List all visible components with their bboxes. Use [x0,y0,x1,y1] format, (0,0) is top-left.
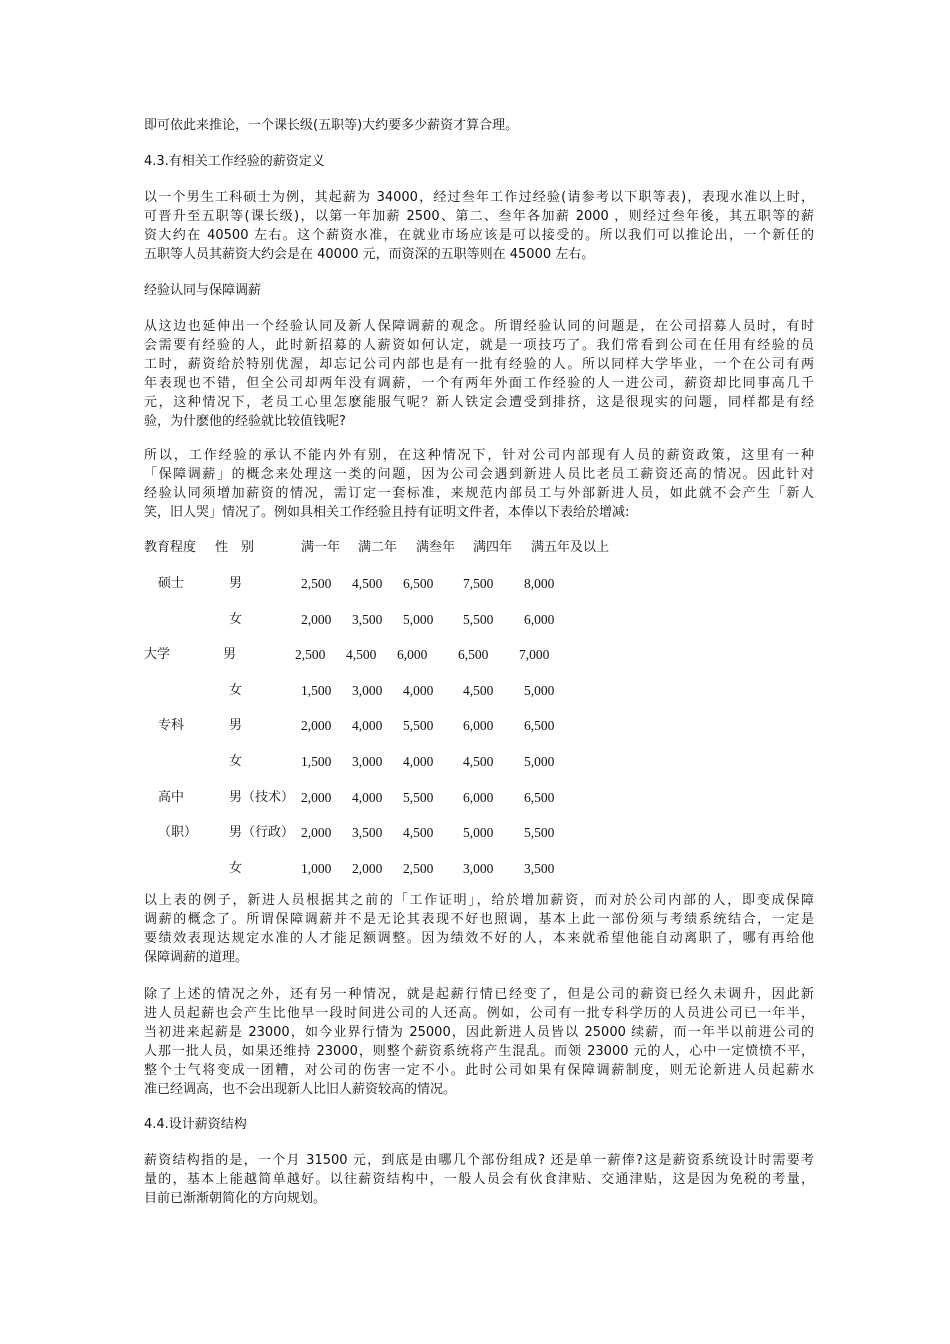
table-cell-amount: 5,500 [524,825,555,840]
table-header-year-1: 满一年 [301,540,341,555]
table-cell-gender: 男 [229,576,243,591]
table-cell-education: 大学 [144,647,171,662]
table-cell-amount: 2,000 [301,790,332,805]
paragraph-line: 经验认同须增加薪资的情况，需订定一套标准，来规范内部员工与外部新进人员，如此就不会产生「新人 [144,486,814,501]
paragraph-line: 进人员起薪也会产生比他早一段时间进公司的人还高。例如，公司有一批专科学历的人员进公司已一年半， [144,1006,814,1021]
paragraph-line: 验，为什麽他的经验就比较值钱呢? [144,414,346,429]
paragraph-line: 保障调薪的道理。 [144,950,249,965]
table-cell-amount: 4,000 [352,718,383,733]
table-cell-amount: 4,500 [463,683,494,698]
table-cell-amount: 4,500 [352,576,383,591]
table-cell-amount: 4,500 [346,647,377,662]
table-cell-amount: 3,500 [524,861,555,876]
paragraph-line: 目前已渐渐朝简化的方向规划。 [144,1191,327,1206]
table-cell-amount: 2,000 [352,861,383,876]
table-cell-education: 高中 [158,790,185,805]
table-cell-gender: 男 [229,718,243,733]
table-cell-amount: 5,500 [463,612,494,627]
section-4-4-heading: 4.4.设计薪资结构 [144,1117,247,1132]
table-cell-amount: 6,500 [524,790,555,805]
paragraph-line: 资大约在 40500 左右。这个薪资水准，在就业市场应该是可以接受的。所以我们可以推论出，一个新任的 [144,228,814,243]
paragraph-line: 笑，旧人哭」情况了。例如具相关工作经验且持有证明文件者，本俸以下表给於增减: [144,505,630,520]
table-cell-amount: 6,000 [397,647,428,662]
paragraph-line: 工时，薪资给於特别优渥，却忘记公司内部也是有一批有经验的人。所以同样大学毕业，一个在公司有两 [144,357,814,372]
table-header-gender: 性 别 [215,540,255,555]
table-cell-amount: 4,000 [403,754,434,769]
table-cell-gender: 男 [223,647,237,662]
table-cell-amount: 5,500 [403,790,434,805]
intro-line: 即可依此来推论，一个课长级(五职等)大约要多少薪资才算合理。 [144,118,519,133]
paragraph-line: 年表现也不错，但全公司却两年没有调薪，一个有两年外面工作经验的人一进公司，薪资却比同事高几千 [144,376,814,391]
table-cell-amount: 6,000 [524,612,555,627]
table-cell-amount: 2,500 [301,576,332,591]
table-cell-gender: 女 [229,861,243,876]
table-cell-amount: 5,000 [463,825,494,840]
paragraph-line: 要绩效表现达规定水准的人才能足额调整。因为绩效不好的人，本来就希望他能自动离职了，哪有再给他 [144,931,814,946]
table-cell-gender: 男（行政） [229,825,295,840]
paragraph-line: 所以，工作经验的承认不能内外有别，在这种情况下，针对公司内部现有人员的薪资政策，这里有一种 [144,448,814,463]
paragraph-line: 可晋升至五职等(课长级)，以第一年加薪 2500、第二、叁年各加薪 2000 ，则经过叁年後，其五职等的薪 [144,209,814,224]
table-header-year-3: 满叁年 [416,540,456,555]
table-cell-gender: 女 [229,683,243,698]
table-cell-gender: 女 [229,612,243,627]
table-cell-gender: 女 [229,754,243,769]
table-header-year-2: 满二年 [358,540,398,555]
table-cell-amount: 6,000 [463,718,494,733]
table-cell-amount: 3,000 [463,861,494,876]
paragraph-line: 整个士气将变成一团糟，对公司的伤害一定不小。此时公司如果有保障调薪制度，则无论新进人员起薪水 [144,1063,814,1078]
paragraph-line: 人那一批人员，如果还维持 23000，则整个薪资系统将产生混乱。而领 23000 元的人，心中一定愤愤不平， [144,1044,814,1059]
table-cell-amount: 7,500 [463,576,494,591]
table-cell-amount: 6,500 [403,576,434,591]
table-cell-amount: 5,000 [524,754,555,769]
paragraph-line: 五职等人员其薪资大约会是在 40000 元，而资深的五职等则在 45000 左右。 [144,247,595,262]
table-cell-amount: 2,500 [295,647,326,662]
table-cell-amount: 3,500 [352,612,383,627]
paragraph-line: 从这边也延伸出一个经验认同及新人保障调薪的观念。所谓经验认同的问题是，在公司招募人员时，有时 [144,319,814,334]
table-cell-amount: 6,500 [458,647,489,662]
table-cell-amount: 1,500 [301,683,332,698]
paragraph-line: 「保障调薪」的概念来处理这一类的问题，因为公司会遇到新进人员比老员工薪资还高的情况。因此针对 [144,467,814,482]
paragraph-line: 除了上述的情况之外，还有另一种情况，就是起薪行情已经变了，但是公司的薪资已经久未调升，因此新 [144,987,814,1002]
table-cell-amount: 7,000 [519,647,550,662]
paragraph-line: 薪资结构指的是，一个月 31500 元，到底是由哪几个部份组成? 还是单一薪俸?这是薪资系统设计时需要考 [144,1153,814,1168]
paragraph-line: 元，这种情况下，老员工心里怎麽能服气呢？新人铁定会遭受到排挤，这是很现实的问题，同样都是有经 [144,395,814,410]
table-cell-education: 专科 [158,718,185,733]
table-cell-amount: 4,000 [403,683,434,698]
table-cell-education: 硕士 [158,576,185,591]
table-cell-amount: 2,000 [301,825,332,840]
subheading-experience: 经验认同与保障调薪 [144,283,262,298]
table-cell-amount: 5,000 [524,683,555,698]
paragraph-line: 会需要有经验的人，此时新招募的人薪资如何认定，就是一项技巧了。我们常看到公司在任用有经验的员 [144,338,814,353]
paragraph-line: 以上表的例子，新进人员根据其之前的「工作证明」，给於增加薪资，而对於公司内部的人，即变成保障 [144,893,814,908]
paragraph-line: 以一个男生工科硕士为例，其起薪为 34000，经过叁年工作过经验(请参考以下职等表)，表现水准以上时， [144,190,814,205]
table-cell-amount: 4,500 [463,754,494,769]
section-4-3-heading: 4.3.有相关工作经验的薪资定义 [144,154,325,169]
paragraph-line: 量的，基本上能越简单越好。以往薪资结构中，一般人员会有伙食津贴、交通津贴，这是因为免税的考量， [144,1172,814,1187]
table-cell-education: （职） [158,825,198,840]
table-cell-amount: 5,500 [403,718,434,733]
table-cell-amount: 1,000 [301,861,332,876]
table-cell-amount: 5,000 [403,612,434,627]
table-header-year-4: 满四年 [473,540,513,555]
table-cell-amount: 6,500 [524,718,555,733]
table-cell-amount: 3,000 [352,754,383,769]
paragraph-line: 调薪的概念了。所谓保障调薪并不是无论其表现不好也照调，基本上此一部份须与考绩系统结合，一定是 [144,912,814,927]
table-header-year-5-plus: 满五年及以上 [531,540,610,555]
paragraph-line: 准已经调高，也不会出现新人比旧人薪资较高的情况。 [144,1082,457,1097]
table-cell-amount: 4,000 [352,790,383,805]
table-cell-amount: 8,000 [524,576,555,591]
table-cell-amount: 3,500 [352,825,383,840]
table-cell-amount: 2,000 [301,612,332,627]
table-cell-amount: 4,500 [403,825,434,840]
table-cell-amount: 3,000 [352,683,383,698]
table-cell-amount: 2,500 [403,861,434,876]
table-cell-amount: 1,500 [301,754,332,769]
paragraph-line: 当初进来起薪是 23000，如今业界行情为 25000，因此新进人员皆以 25000 续薪，而一年半以前进公司的 [144,1025,814,1040]
table-header-education: 教育程度 [144,540,197,555]
table-cell-gender: 男（技术） [229,790,295,805]
table-cell-amount: 6,000 [463,790,494,805]
table-cell-amount: 2,000 [301,718,332,733]
